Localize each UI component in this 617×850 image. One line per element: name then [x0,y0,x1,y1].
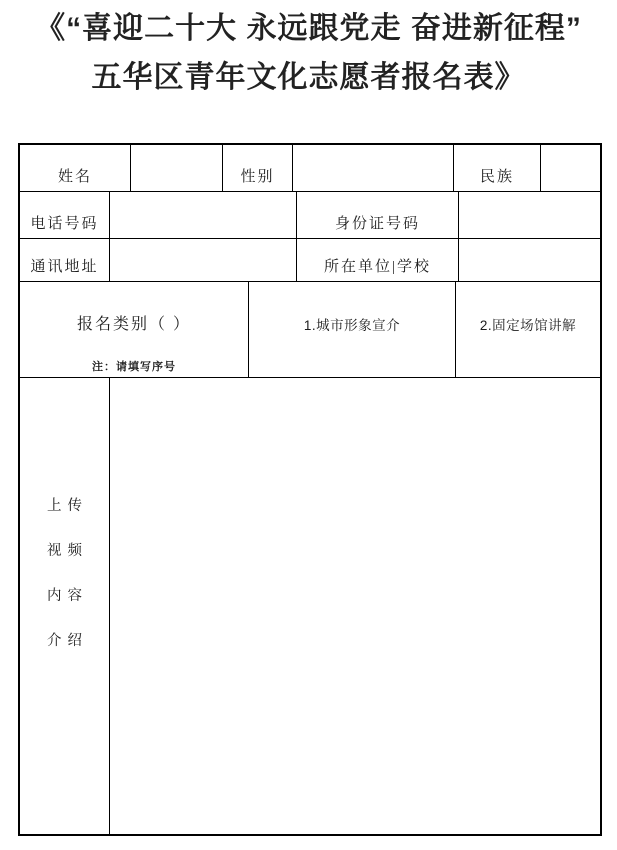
row-video-intro [20,378,600,834]
video-intro-label-line3: 内容 [47,588,88,604]
name-input-cell[interactable] [131,145,223,191]
category-option-1-cell [249,282,456,377]
form-title [0,4,617,102]
row-address [20,239,600,282]
category-label: 报名类别（ ） [76,316,191,333]
address-label-cell [20,239,110,281]
ethnicity-label: 民族 [479,169,514,185]
category-option-2-cell [456,282,600,377]
id-number-label: 身份证号码 [334,216,420,232]
video-intro-input-cell[interactable] [110,378,600,834]
ethnicity-input-cell[interactable] [541,145,600,191]
id-number-label-cell [297,192,459,238]
name-label-cell [20,145,131,191]
category-note: 注：请填写序号 [92,361,176,373]
video-intro-label-line4: 介绍 [47,633,88,649]
gender-input-cell[interactable] [293,145,454,191]
row-contact [20,192,600,239]
registration-form-table [18,143,602,836]
row-basic-info [20,145,600,192]
phone-label-cell [20,192,110,238]
phone-label: 电话号码 [30,216,99,232]
category-label-cell[interactable] [20,282,249,377]
gender-label-cell [223,145,293,191]
organization-input-cell[interactable] [459,239,600,281]
organization-label-cell [297,239,459,281]
video-intro-label-cell [20,378,110,834]
video-intro-label-line1: 上传 [47,498,88,514]
address-input-cell[interactable] [110,239,297,281]
id-number-input-cell[interactable] [459,192,600,238]
organization-label: 所在单位|学校 [323,259,431,275]
video-intro-label-line2: 视频 [47,543,88,559]
category-option-1: 1.城市形象宣介 [303,317,401,333]
row-category [20,282,600,378]
name-label: 姓名 [57,169,92,185]
phone-input-cell[interactable] [110,192,297,238]
form-title-line1: 《“喜迎二十大 永远跟党走 奋进新征程” [35,12,582,45]
ethnicity-label-cell [454,145,541,191]
address-label: 通讯地址 [30,259,99,275]
category-option-2: 2.固定场馆讲解 [479,317,577,333]
form-title-line2: 五华区青年文化志愿者报名表》 [91,61,526,94]
gender-label: 性别 [240,169,275,185]
